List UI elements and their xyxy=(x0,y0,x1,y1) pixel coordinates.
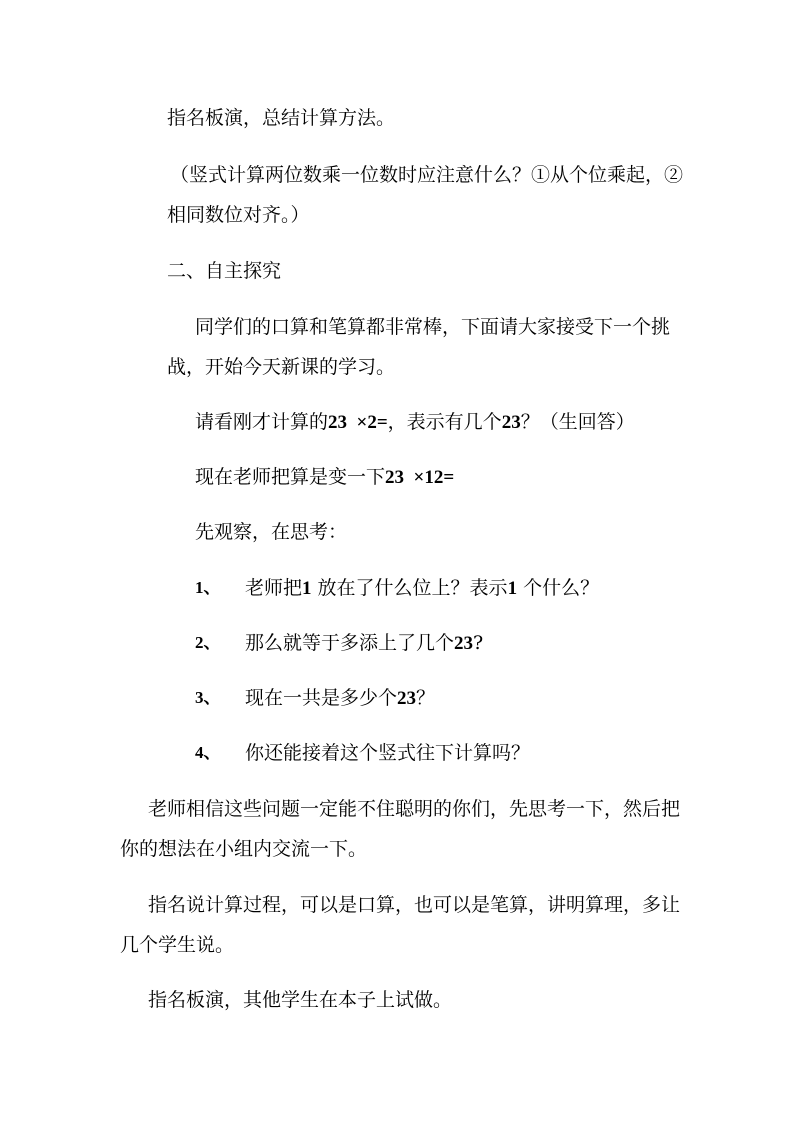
paragraph-observe: 先观察，在思考： xyxy=(195,521,348,543)
paragraph-teacher-line1: 老师相信这些问题一定能不住聪明的你们，先思考一下，然后把 xyxy=(148,798,681,820)
list-item-text: ? xyxy=(473,632,484,654)
paragraph-change xyxy=(195,465,454,490)
paragraph-board-demo: 指名板演，总结计算方法。 xyxy=(167,107,396,129)
list-item-number-inline: 23 xyxy=(397,688,417,709)
paragraph-explain-line1: 指名说计算过程，可以是口算，也可以是笔算，讲明算理，多让 xyxy=(148,894,681,916)
list-item xyxy=(245,576,599,601)
list-item-text: 老师把 xyxy=(245,577,303,599)
list-item-text: 你还能接着这个竖式往下计算吗？ xyxy=(245,742,531,764)
paragraph-trial: 指名板演，其他学生在本子上试做。 xyxy=(148,989,453,1011)
change-pre: 现在老师把算是变一下 xyxy=(195,466,386,488)
question-number: 23 xyxy=(501,412,521,433)
question-expression: 23 ×2= xyxy=(328,412,388,433)
list-item-text: 个什么？ xyxy=(517,577,600,599)
paragraph-note-line1: （竖式计算两位数乘一位数时应注意什么？①从个位乘起，② xyxy=(170,164,684,186)
list-item-number-inline: 23 xyxy=(454,633,474,654)
list-item xyxy=(245,741,530,765)
change-expression: 23 ×12= xyxy=(385,467,455,488)
paragraph-note-line2: 相同数位对齐。） xyxy=(167,204,310,226)
question-post: ？（生回答） xyxy=(520,411,635,433)
list-item-text: ？ xyxy=(416,687,436,709)
paragraph-intro-line1: 同学们的口算和笔算都非常棒，下面请大家接受下一个挑 xyxy=(195,316,671,338)
list-item-number-inline: 1 xyxy=(507,578,518,599)
question-pre: 请看刚才计算的 xyxy=(195,411,329,433)
list-item-number: 2、 xyxy=(195,633,221,652)
paragraph-question xyxy=(195,410,635,435)
list-item-number: 3、 xyxy=(195,688,221,707)
paragraph-explain-line2: 几个学生说。 xyxy=(120,934,235,956)
list-item xyxy=(245,686,435,711)
question-mid: ，表示有几个 xyxy=(387,411,502,433)
list-item-text: 现在一共是多少个 xyxy=(245,687,398,709)
section-heading: 二、自主探究 xyxy=(167,260,282,282)
list-item-number: 4、 xyxy=(195,743,221,762)
list-item-text: 放在了什么位上？表示 xyxy=(311,577,508,599)
list-item-number-inline: 1 xyxy=(302,578,312,599)
list-item-number: 1、 xyxy=(195,578,221,597)
list-item-text: 那么就等于多添上了几个 xyxy=(245,632,455,654)
paragraph-teacher-line2: 你的想法在小组内交流一下。 xyxy=(120,838,368,860)
list-item xyxy=(245,631,483,656)
paragraph-intro-line2: 战，开始今天新课的学习。 xyxy=(167,356,396,378)
